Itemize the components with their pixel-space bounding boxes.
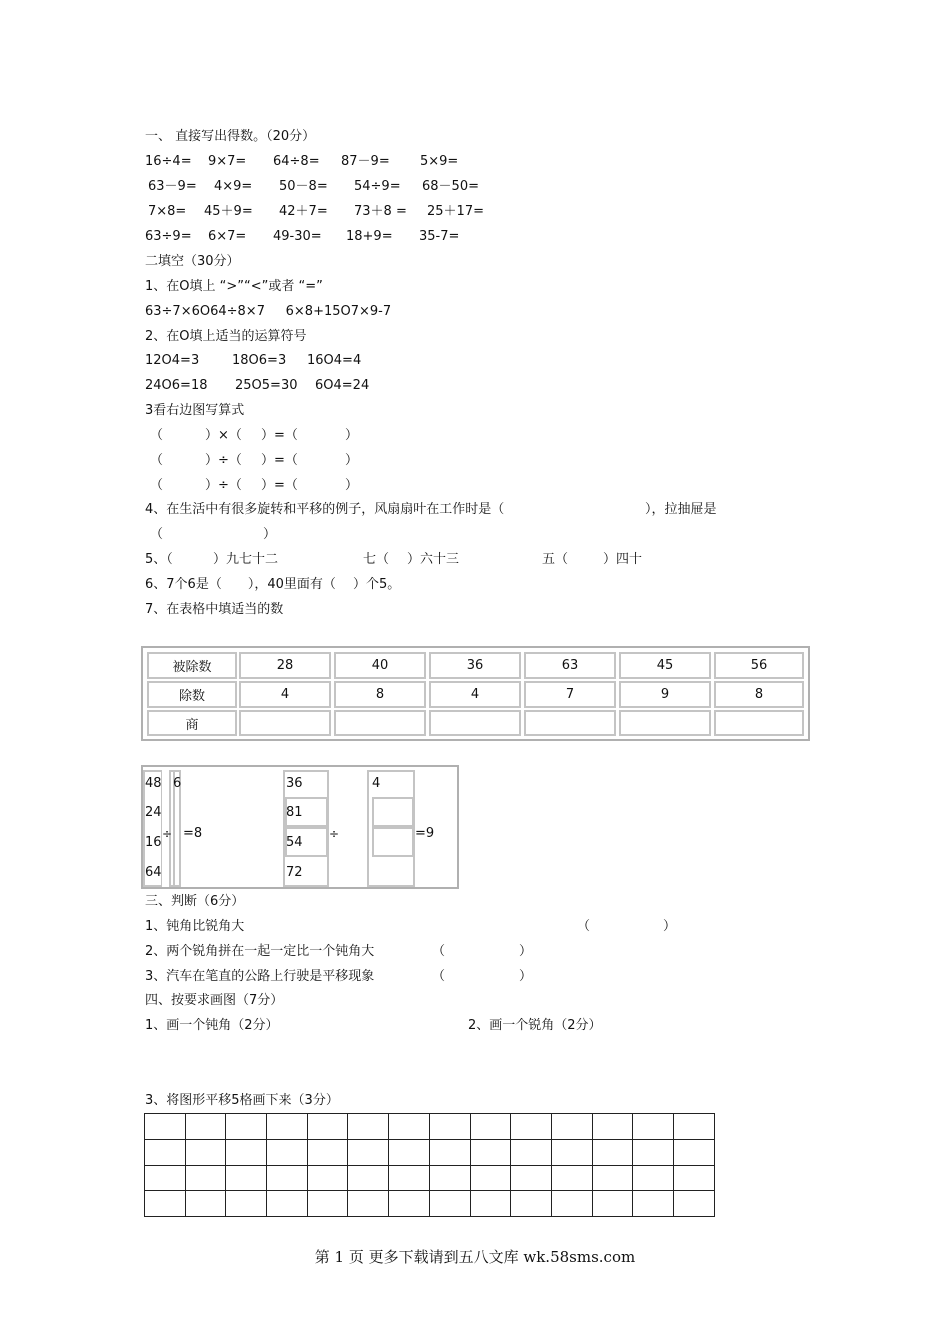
grid-cell[interactable] xyxy=(511,1114,552,1140)
grid-cell[interactable] xyxy=(592,1165,633,1191)
dividend-cell: 36 xyxy=(429,652,521,679)
grid-cell[interactable] xyxy=(633,1139,674,1165)
grid-cell[interactable] xyxy=(389,1114,430,1140)
page-footer: 第 1 页 更多下载请到五八文库 wk.58sms.com xyxy=(314,1248,636,1266)
equation-part: ）×（ xyxy=(205,428,242,443)
grid-cell[interactable] xyxy=(145,1165,186,1191)
grid-cell[interactable] xyxy=(511,1191,552,1217)
div-sign-2: ÷ xyxy=(329,827,340,841)
grid-cell[interactable] xyxy=(348,1139,389,1165)
translate-task: 3、将图形平移5格画下来（3分） xyxy=(145,1093,339,1108)
grid-cell[interactable] xyxy=(348,1165,389,1191)
row-header: 被除数 xyxy=(147,652,237,679)
grid-cell[interactable] xyxy=(145,1139,186,1165)
left-num-1: 48 xyxy=(145,776,162,791)
grid-cell[interactable] xyxy=(389,1165,430,1191)
grid-cell[interactable] xyxy=(673,1165,714,1191)
divisor-cell: 4 xyxy=(239,681,331,708)
mid-num-3: 54 xyxy=(286,835,303,850)
grid-cell[interactable] xyxy=(307,1191,348,1217)
arith-item: 18+9= xyxy=(346,229,393,244)
arith-item: 5×9= xyxy=(420,154,459,169)
section4-title: 四、按要求画图（7分） xyxy=(145,993,284,1008)
grid-cell[interactable] xyxy=(185,1139,226,1165)
equation-part: ） xyxy=(345,453,359,468)
quotient-cell[interactable] xyxy=(239,710,331,736)
q3-label: 3看右边图写算式 xyxy=(145,403,245,418)
grid-cell[interactable] xyxy=(226,1165,267,1191)
arith-item: 9×7= xyxy=(208,154,247,169)
equation-part: ） xyxy=(345,478,359,493)
section1-title: 一、 直接写出得数。（20分） xyxy=(145,129,316,144)
grid-cell[interactable] xyxy=(226,1114,267,1140)
division-figure xyxy=(141,765,459,889)
grid-cell[interactable] xyxy=(348,1114,389,1140)
q1-label: 1、在O填上 “>”“<”或者 “=” xyxy=(145,279,323,294)
arith-item: 4×9= xyxy=(214,179,253,194)
eq8: =8 xyxy=(183,826,203,841)
arith-item: 45＋9= xyxy=(204,204,253,219)
drawing-grid[interactable] xyxy=(144,1113,715,1217)
grid-cell[interactable] xyxy=(551,1165,592,1191)
arith-item: 73＋8 = xyxy=(354,204,407,219)
small-top: 6 xyxy=(173,776,182,791)
grid-cell[interactable] xyxy=(307,1139,348,1165)
grid-cell[interactable] xyxy=(551,1191,592,1217)
grid-cell[interactable] xyxy=(185,1114,226,1140)
grid-cell[interactable] xyxy=(145,1114,186,1140)
grid-cell[interactable] xyxy=(470,1114,511,1140)
grid-cell[interactable] xyxy=(470,1139,511,1165)
q2-label: 2、在O填上适当的运算符号 xyxy=(145,329,307,344)
arith-item: 68－50= xyxy=(422,179,479,194)
section3-title: 三、判断（6分） xyxy=(145,894,245,909)
grid-cell[interactable] xyxy=(307,1165,348,1191)
equation-part: ）=（ xyxy=(261,453,298,468)
grid-cell[interactable] xyxy=(307,1114,348,1140)
equation-part: ）÷（ xyxy=(205,453,242,468)
grid-cell[interactable] xyxy=(226,1191,267,1217)
section2-title: 二填空（30分） xyxy=(145,254,240,269)
dividend-cell: 63 xyxy=(524,652,616,679)
grid-cell[interactable] xyxy=(267,1114,308,1140)
grid-cell[interactable] xyxy=(267,1165,308,1191)
grid-cell[interactable] xyxy=(551,1139,592,1165)
divisor-cell: 7 xyxy=(524,681,616,708)
q1-exprs: 63÷7×6O64÷8×7 6×8+15O7×9-7 xyxy=(145,304,392,319)
equation-part: ）÷（ xyxy=(205,478,242,493)
mid-num-2: 81 xyxy=(286,805,303,820)
grid-cell[interactable] xyxy=(185,1165,226,1191)
equation-part: （ xyxy=(150,453,164,468)
grid-cell[interactable] xyxy=(348,1191,389,1217)
grid-cell[interactable] xyxy=(592,1191,633,1217)
grid-cell[interactable] xyxy=(633,1165,674,1191)
grid-cell[interactable] xyxy=(633,1191,674,1217)
arith-item: 16÷4= xyxy=(145,154,192,169)
grid-cell[interactable] xyxy=(470,1165,511,1191)
divisor-cell: 8 xyxy=(334,681,426,708)
left-num-2: 24 xyxy=(145,805,162,820)
grid-cell[interactable] xyxy=(226,1139,267,1165)
grid-cell[interactable] xyxy=(551,1114,592,1140)
arith-item: 35-7= xyxy=(419,229,460,244)
grid-cell[interactable] xyxy=(673,1114,714,1140)
left-num-4: 64 xyxy=(145,865,162,880)
mid-num-1: 36 xyxy=(286,776,303,791)
right-top: 4 xyxy=(372,776,381,791)
grid-cell[interactable] xyxy=(429,1114,470,1140)
quotient-cell[interactable] xyxy=(429,710,521,736)
dividend-cell: 28 xyxy=(239,652,331,679)
arith-item: 49-30= xyxy=(273,229,322,244)
arith-item: 64÷8= xyxy=(273,154,320,169)
divisor-cell: 8 xyxy=(714,681,804,708)
quotient-cell[interactable] xyxy=(524,710,616,736)
arith-item: 63－9= xyxy=(148,179,197,194)
grid-cell[interactable] xyxy=(185,1191,226,1217)
equation-part: ）=（ xyxy=(261,478,298,493)
mid-num-4: 72 xyxy=(286,865,303,880)
eq9: =9 xyxy=(415,826,435,841)
quotient-cell[interactable] xyxy=(714,710,804,736)
arith-item: 42＋7= xyxy=(279,204,328,219)
equation-part: ）=（ xyxy=(261,428,298,443)
equation-part: ） xyxy=(345,428,359,443)
quotient-cell[interactable] xyxy=(619,710,711,736)
grid-cell[interactable] xyxy=(429,1165,470,1191)
dividend-cell: 40 xyxy=(334,652,426,679)
grid-cell[interactable] xyxy=(429,1139,470,1165)
grid-cell[interactable] xyxy=(511,1165,552,1191)
grid-cell[interactable] xyxy=(592,1139,633,1165)
grid-cell[interactable] xyxy=(470,1191,511,1217)
dividend-cell: 56 xyxy=(714,652,804,679)
grid-cell[interactable] xyxy=(673,1191,714,1217)
divisor-cell: 9 xyxy=(619,681,711,708)
left-num-3: 16 xyxy=(145,835,162,850)
grid-cell[interactable] xyxy=(633,1114,674,1140)
arith-item: 7×8= xyxy=(148,204,187,219)
arith-item: 25＋17= xyxy=(427,204,484,219)
q7-label: 7、在表格中填适当的数 xyxy=(145,602,284,617)
arith-item: 63÷9= xyxy=(145,229,192,244)
arith-item: 54÷9= xyxy=(354,179,401,194)
division-table xyxy=(141,646,810,741)
grid-cell[interactable] xyxy=(673,1139,714,1165)
row-header: 除数 xyxy=(147,681,237,708)
grid-cell[interactable] xyxy=(389,1139,430,1165)
grid-cell[interactable] xyxy=(429,1191,470,1217)
grid-cell[interactable] xyxy=(389,1191,430,1217)
grid-cell[interactable] xyxy=(511,1139,552,1165)
grid-cell[interactable] xyxy=(592,1114,633,1140)
divisor-cell: 4 xyxy=(429,681,521,708)
grid-cell[interactable] xyxy=(145,1191,186,1217)
q6: 6、7个6是（ ），40里面有（ ）个5。 xyxy=(145,577,401,592)
row-header: 商 xyxy=(147,710,237,736)
arith-item: 87－9= xyxy=(341,154,390,169)
div-sign-1: ÷ xyxy=(162,827,173,841)
quotient-cell[interactable] xyxy=(334,710,426,736)
arith-item: 50－8= xyxy=(279,179,328,194)
dividend-cell: 45 xyxy=(619,652,711,679)
grid-cell[interactable] xyxy=(267,1191,308,1217)
equation-part: （ xyxy=(150,478,164,493)
grid-cell[interactable] xyxy=(267,1139,308,1165)
arith-item: 6×7= xyxy=(208,229,247,244)
equation-part: （ xyxy=(150,428,164,443)
